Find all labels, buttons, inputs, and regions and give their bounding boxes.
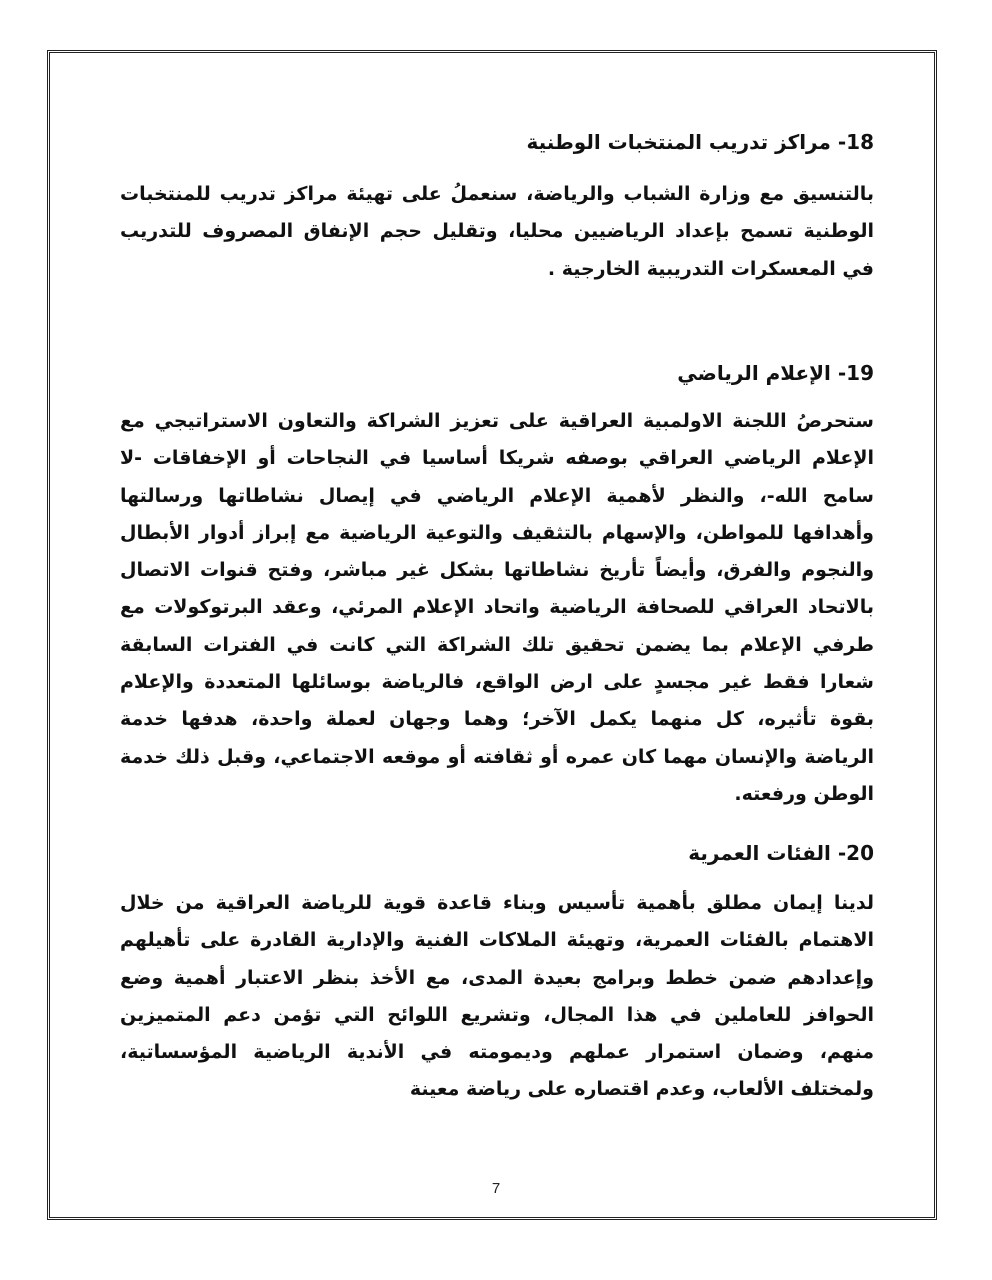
section-19-body: ستحرصُ اللجنة الاولمبية العراقية على تعزيز الشراكة والتعاون الاستراتيجي مع الإعلام الرياضي العراقي بوصفه شريكا أساسيا في النجاحات أو الإخفاقات -لا سامح الله-، والنظر لأهمية الإعلام الرياضي في إيصال نشاطاتها ورسالتها وأهدافها للمواطن، والإسهام بالتثقيف والتوعية الرياضية مع إبراز أدوار الأبطال والنجوم والفرق، وأيضاً تأريخ نشاطاتها بشكل غير مباشر، وفتح قنوات الاتصال بالاتحاد العراقي للصحافة الرياضية واتحاد الإعلام المرئي، وعقد البرتوكولات مع طرفي الإعلام بما يضمن تحقيق تلك الشراكة التي كانت في الفترات السابقة شعارا فقط غير مجسدٍ على ارض الواقع، فالرياضة بوسائلها المتعددة والإعلام بقوة تأثيره، كل منهما يكمل الآخر؛ وهما وجهان لعملة واحدة، هدفها خدمة الرياضة والإنسان مهما كان عمره أو ثقافته أو موقعه الاجتماعي، وقبل ذلك خدمة الوطن ورفعته. <box>120 410 874 805</box>
section-20-heading: 20- الفئات العمرية <box>688 841 874 865</box>
page-number: 7 <box>491 1180 501 1197</box>
section-18-heading: 18- مراكز تدريب المنتخبات الوطنية <box>526 130 874 154</box>
section-20-body: لدينا إيمان مطلق بأهمية تأسيس وبناء قاعدة قوية للرياضة العراقية من خلال الاهتمام بالفئات العمرية، وتهيئة الملاكات الفنية والإدارية القادرة على تأهيلهم وإعدادهم ضمن خطط وبرامج بعيدة المدى، مع الأخذ بنظر الاعتبار أهمية وضع الحوافز للعاملين في هذا المجال، وتشريع اللوائح التي تؤمن دعم المتميزين منهم، وضمان استمرار عملهم وديمومته في الأندية الرياضية المؤسساتية، ولمختلف الألعاب، وعدم اقتصاره على رياضة معينة <box>120 892 874 1101</box>
section-19-heading: 19- الإعلام الرياضي <box>677 361 874 385</box>
section-18-body: بالتنسيق مع وزارة الشباب والرياضة، سنعملُ على تهيئة مراكز تدريب للمنتخبات الوطنية تسمح بإعداد الرياضيين محليا، وتقليل حجم الإنفاق المصروف للتدريب في المعسكرات التدريبية الخارجية . <box>120 183 874 280</box>
